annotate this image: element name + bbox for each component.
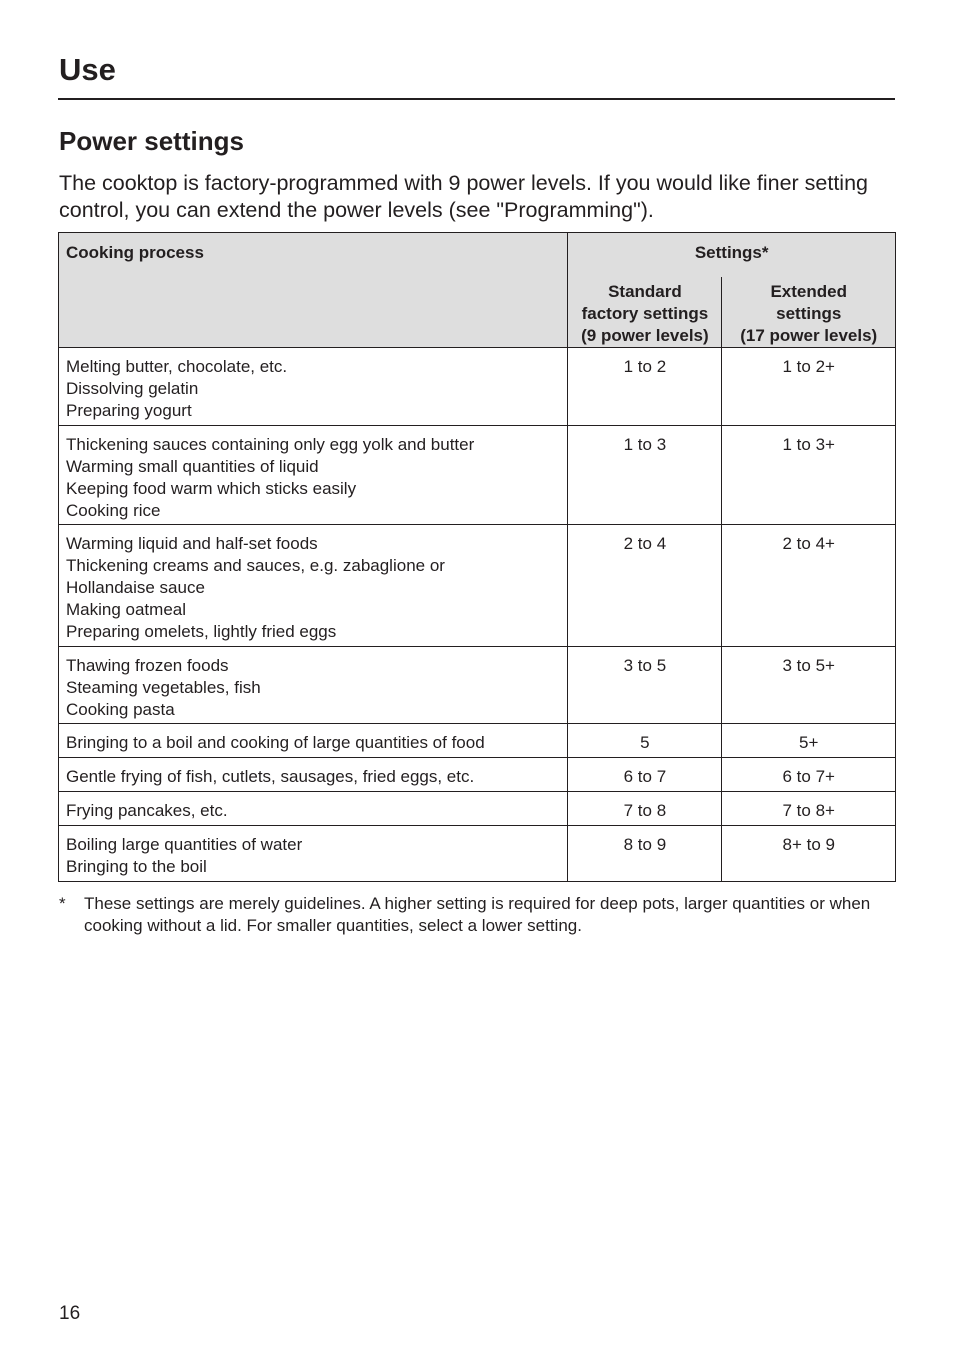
- table-row: [59, 426, 896, 525]
- standard-setting-cell: 7 to 8: [568, 792, 722, 826]
- table-row: [59, 348, 896, 426]
- table-row: [59, 758, 896, 792]
- cooking-process-cell: [59, 525, 568, 647]
- extended-setting-cell: 3 to 5+: [722, 647, 896, 724]
- process-line: Hollandaise sauce: [66, 578, 205, 597]
- section-title: Use: [59, 52, 116, 87]
- extended-setting-cell: 6 to 7+: [722, 758, 896, 792]
- header-standard-settings: [568, 277, 722, 348]
- table-row: [59, 647, 896, 724]
- header-settings: Settings*: [568, 233, 896, 278]
- intro-paragraph: The cooktop is factory-programmed with 9 power levels. If you would like finer setting control, you can extend the power levels (see "Programming").: [59, 171, 869, 222]
- table-row: [59, 826, 896, 882]
- process-line: Bringing to a boil and cooking of large quantities of food: [66, 733, 485, 752]
- standard-setting-cell: 1 to 2: [568, 348, 722, 426]
- header-extended-line: Extended: [770, 282, 847, 301]
- table-row: [59, 792, 896, 826]
- process-line: Warming liquid and half-set foods: [66, 534, 318, 553]
- standard-setting-cell: 5: [568, 724, 722, 758]
- process-line: Gentle frying of fish, cutlets, sausages, fried eggs, etc.: [66, 767, 475, 786]
- standard-setting-cell: 3 to 5: [568, 647, 722, 724]
- header-extended-line: settings: [776, 304, 842, 323]
- extended-setting-cell: 2 to 4+: [722, 525, 896, 647]
- footnote-text: These settings are merely guidelines. A higher setting is required for deep pots, larger quantities or when cooking without a lid. For smaller quantities, select a lower setting.: [84, 894, 871, 935]
- page-number: 16: [59, 1303, 81, 1324]
- process-line: Bringing to the boil: [66, 857, 207, 876]
- extended-setting-cell: 8+ to 9: [722, 826, 896, 882]
- power-settings-table: [58, 232, 896, 882]
- header-extended-line: (17 power levels): [740, 326, 878, 345]
- process-line: Frying pancakes, etc.: [66, 801, 228, 820]
- process-line: Warming small quantities of liquid: [66, 457, 319, 476]
- cooking-process-cell: [59, 826, 568, 882]
- extended-setting-cell: 5+: [722, 724, 896, 758]
- table-header-row: [59, 233, 896, 278]
- header-standard-line: Standard: [608, 282, 682, 301]
- cooking-process-cell: [59, 426, 568, 525]
- process-line: Boiling large quantities of water: [66, 835, 303, 854]
- extended-setting-cell: 1 to 2+: [722, 348, 896, 426]
- process-line: Cooking pasta: [66, 700, 175, 719]
- title-divider: [58, 98, 895, 100]
- process-line: Thickening creams and sauces, e.g. zabaglione or: [66, 556, 445, 575]
- cooking-process-cell: [59, 348, 568, 426]
- header-standard-line: (9 power levels): [581, 326, 709, 345]
- extended-setting-cell: 7 to 8+: [722, 792, 896, 826]
- header-extended-settings: [722, 277, 896, 348]
- table-footnote: [59, 893, 899, 937]
- process-line: Preparing omelets, lightly fried eggs: [66, 622, 337, 641]
- process-line: Cooking rice: [66, 501, 161, 520]
- standard-setting-cell: 8 to 9: [568, 826, 722, 882]
- process-line: Thickening sauces containing only egg yolk and butter: [66, 435, 475, 454]
- standard-setting-cell: 2 to 4: [568, 525, 722, 647]
- standard-setting-cell: 1 to 3: [568, 426, 722, 525]
- cooking-process-cell: [59, 758, 568, 792]
- cooking-process-cell: [59, 724, 568, 758]
- table-row: [59, 724, 896, 758]
- process-line: Making oatmeal: [66, 600, 187, 619]
- process-line: Melting butter, chocolate, etc.: [66, 357, 288, 376]
- process-line: Dissolving gelatin: [66, 379, 199, 398]
- page-subtitle: Power settings: [59, 126, 244, 156]
- extended-setting-cell: 1 to 3+: [722, 426, 896, 525]
- footnote-marker: *: [59, 894, 66, 913]
- table-row: [59, 525, 896, 647]
- header-standard-line: factory settings: [581, 304, 709, 323]
- process-line: Steaming vegetables, fish: [66, 678, 261, 697]
- cooking-process-cell: [59, 647, 568, 724]
- process-line: Keeping food warm which sticks easily: [66, 479, 357, 498]
- standard-setting-cell: 6 to 7: [568, 758, 722, 792]
- process-line: Thawing frozen foods: [66, 656, 229, 675]
- cooking-process-cell: [59, 792, 568, 826]
- header-cooking-process: Cooking process: [59, 233, 568, 348]
- process-line: Preparing yogurt: [66, 401, 192, 420]
